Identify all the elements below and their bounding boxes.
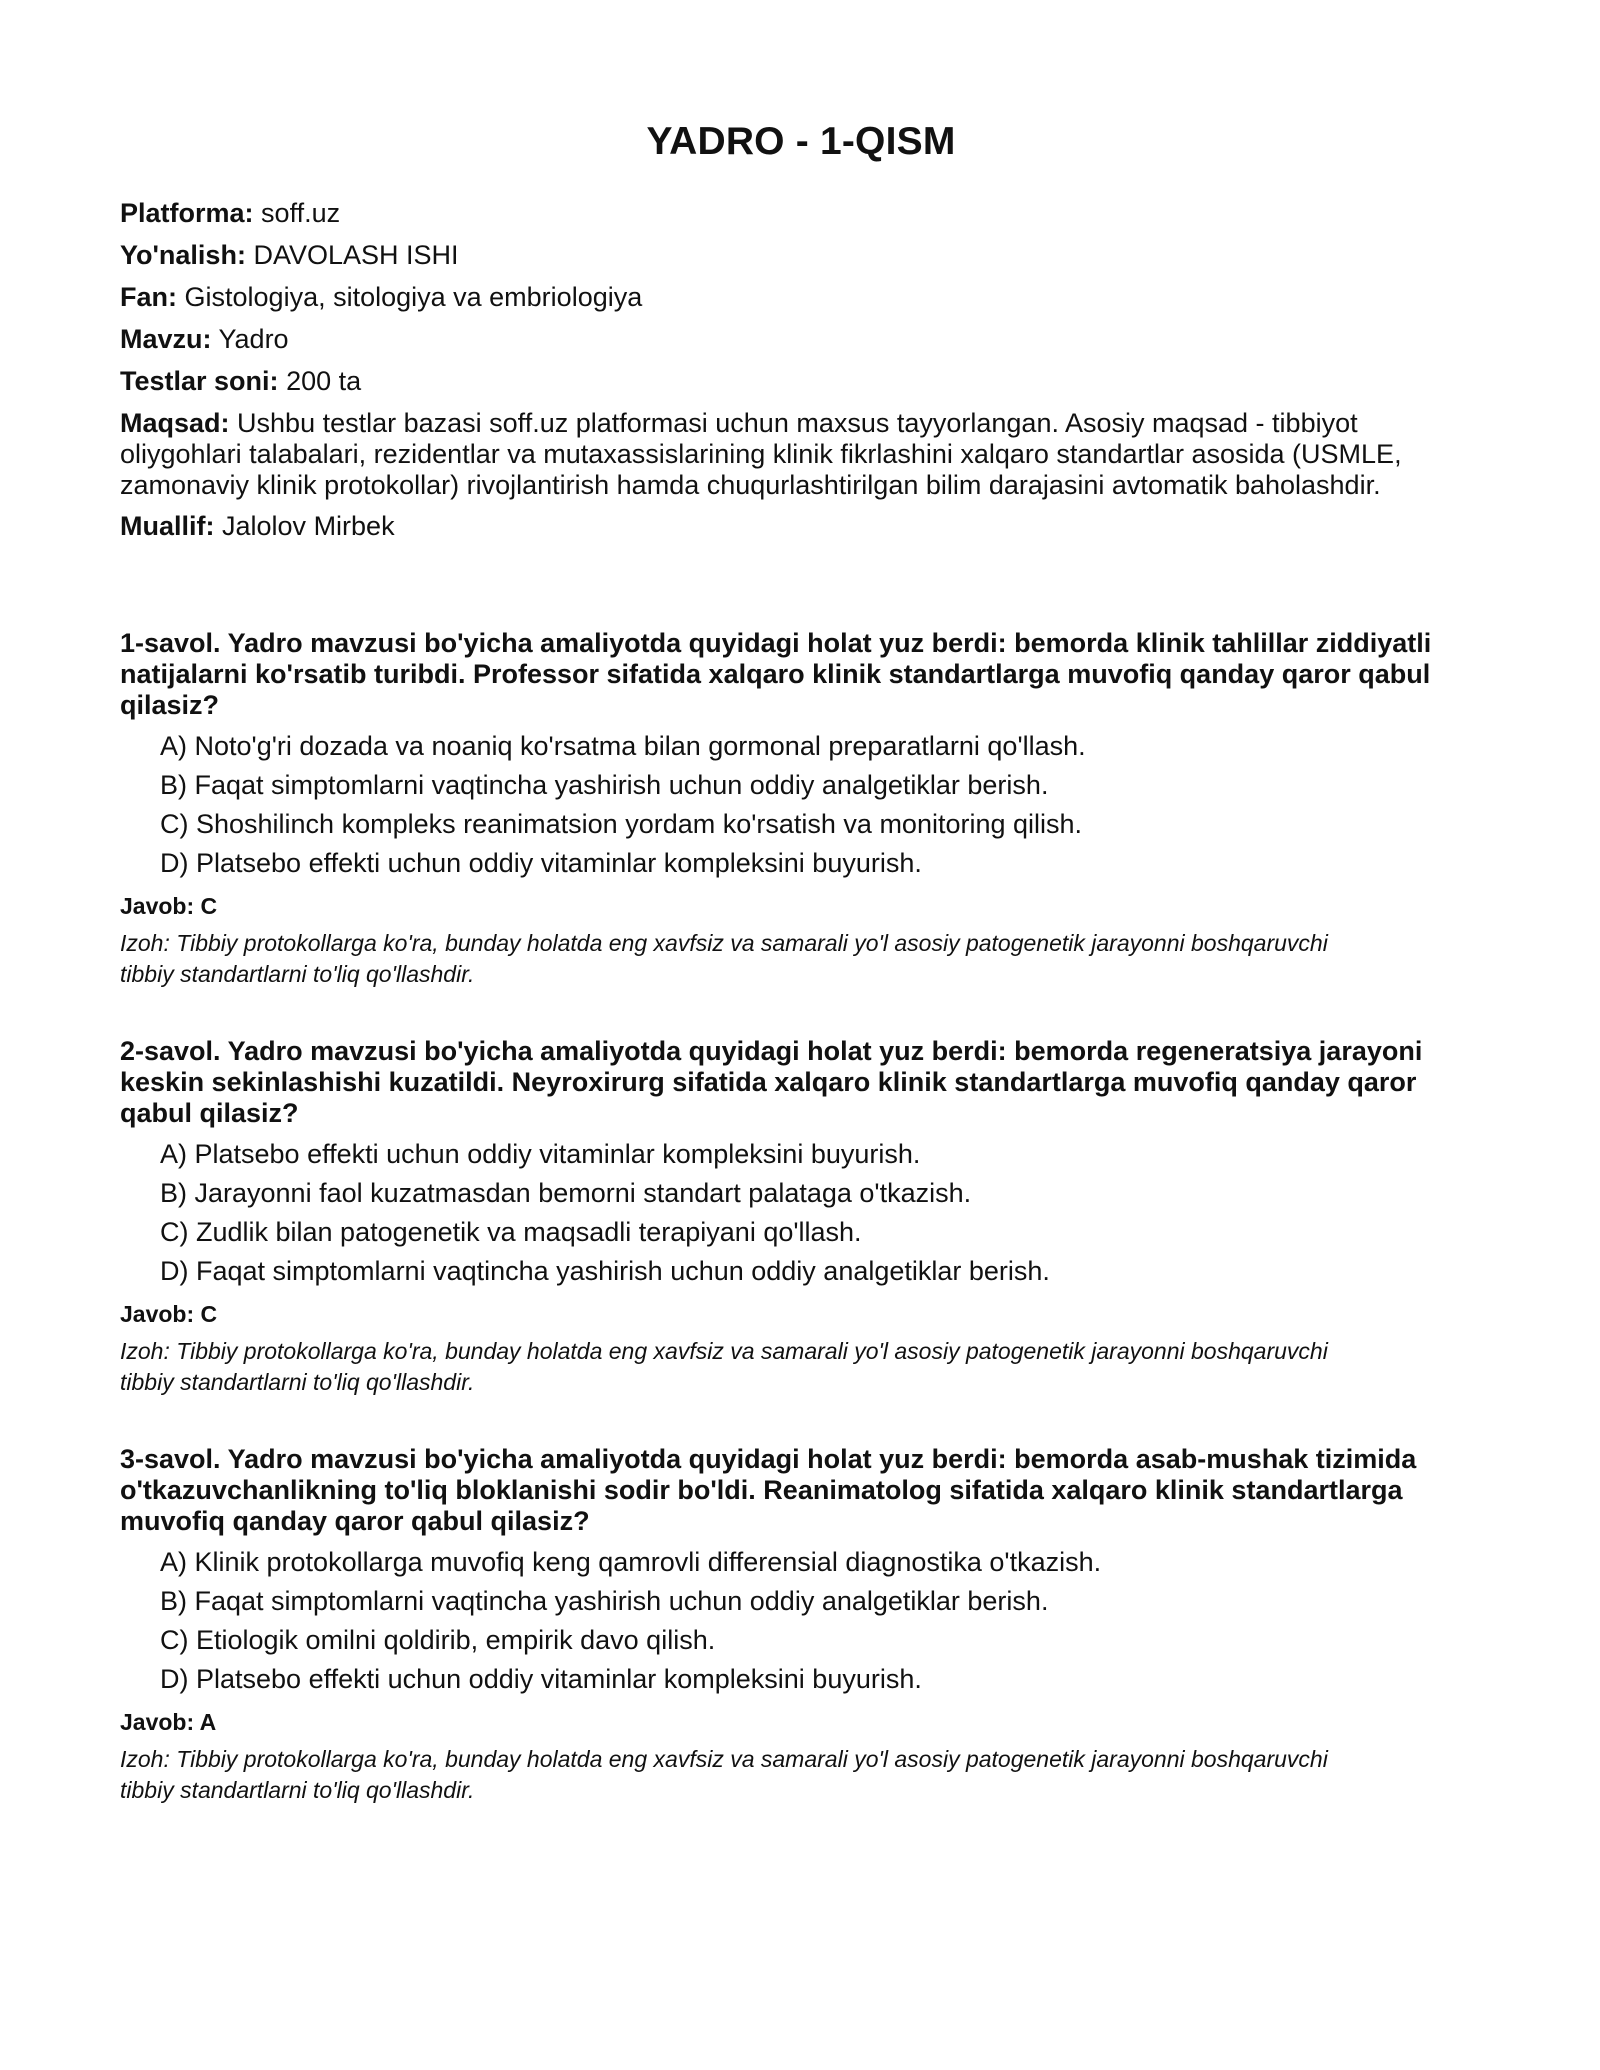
explanation: Izoh: Tibbiy protokollarga ko'ra, bunday holatda eng xavfsiz va samarali yo'l asosiy patogenetik jarayonni boshqaruvchi tibbiy standartlarni to'liq qo'llashdir. — [120, 1338, 1328, 1395]
meta-value: Gistologiya, sitologiya va embriologiya — [184, 282, 643, 312]
question-3 — [120, 1444, 1482, 1806]
question-text: 3-savol. Yadro mavzusi bo'yicha amaliyotda quyidagi holat yuz berdi: bemorda asab-mushak tizimida o'tkazuvchanlikning to'liq bloklanishi sodir bo'ldi. Reanimatolog sifatida xalqaro klinik standartlarga muvofiq qanday qaror qabul qilasiz? — [120, 1444, 1417, 1536]
question-text: 1-savol. Yadro mavzusi bo'yicha amaliyotda quyidagi holat yuz berdi: bemorda klinik tahlillar ziddiyatli natijalarni ko'rsatib turibdi. Professor sifatida xalqaro klinik standartlarga muvofiq qanday qaror qabul qilasiz? — [120, 628, 1432, 720]
option-c: C) Zudlik bilan patogenetik va maqsadli terapiyani qo'llash. — [160, 1217, 862, 1247]
meta-test-count — [120, 366, 1482, 397]
meta-value: soff.uz — [261, 198, 341, 228]
meta-label: Maqsad: — [120, 408, 230, 438]
question-2 — [120, 1036, 1482, 1398]
metadata-block — [120, 198, 1482, 542]
meta-label: Testlar soni: — [120, 366, 279, 396]
option-a: A) Klinik protokollarga muvofiq keng qamrovli differensial diagnostika o'tkazish. — [160, 1547, 1102, 1577]
option-c: C) Shoshilinch kompleks reanimatsion yordam ko'rsatish va monitoring qilish. — [160, 809, 1083, 839]
meta-label: Mavzu: — [120, 324, 212, 354]
question-text: 2-savol. Yadro mavzusi bo'yicha amaliyotda quyidagi holat yuz berdi: bemorda regeneratsiya jarayoni keskin sekinlashishi kuzatildi. Neyroxirurg sifatida xalqaro klinik standartlarga muvofiq qanday qaror qabul qilasiz? — [120, 1036, 1423, 1128]
option-a: A) Noto'g'ri dozada va noaniq ko'rsatma bilan gormonal preparatlarni qo'llash. — [160, 731, 1086, 761]
explanation: Izoh: Tibbiy protokollarga ko'ra, bunday holatda eng xavfsiz va samarali yo'l asosiy patogenetik jarayonni boshqaruvchi tibbiy standartlarni to'liq qo'llashdir. — [120, 930, 1328, 987]
option-d: D) Platsebo effekti uchun oddiy vitaminlar kompleksini buyurish. — [160, 848, 922, 878]
meta-subject — [120, 282, 1482, 313]
option-b: B) Faqat simptomlarni vaqtincha yashirish uchun oddiy analgetiklar berish. — [160, 770, 1049, 800]
answer-key: Javob: C — [120, 893, 218, 919]
option-b: B) Jarayonni faol kuzatmasdan bemorni standart palataga o'tkazish. — [160, 1178, 972, 1208]
option-d: D) Faqat simptomlarni vaqtincha yashirish uchun oddiy analgetiklar berish. — [160, 1256, 1050, 1286]
answer-options — [120, 731, 1482, 879]
meta-direction — [120, 240, 1482, 271]
meta-value: Ushbu testlar bazasi soff.uz platformasi uchun maxsus tayyorlangan. Asosiy maqsad - tibbiyot oliygohlari talabalari, rezidentlar va mutaxassislarining klinik fikrlashini xalqaro standartlar asosida (USMLE, zamonaviy klinik protokollar) rivojlantirish hamda chuqurlashtirilgan bilim darajasini avtomatik baholashdir. — [120, 408, 1402, 500]
questions-list — [120, 628, 1482, 1806]
meta-value: Yadro — [218, 324, 289, 354]
answer-key: Javob: C — [120, 1301, 218, 1327]
answer-options — [120, 1547, 1482, 1695]
meta-topic — [120, 324, 1482, 355]
meta-value: 200 ta — [286, 366, 362, 396]
meta-label: Fan: — [120, 282, 177, 312]
document-title: YADRO - 1-QISM — [646, 120, 956, 163]
option-a: A) Platsebo effekti uchun oddiy vitaminlar kompleksini buyurish. — [160, 1139, 921, 1169]
question-1 — [120, 628, 1482, 990]
meta-label: Platforma: — [120, 198, 254, 228]
meta-author — [120, 511, 1482, 542]
meta-label: Muallif: — [120, 511, 215, 541]
option-b: B) Faqat simptomlarni vaqtincha yashirish uchun oddiy analgetiklar berish. — [160, 1586, 1049, 1616]
meta-value: DAVOLASH ISHI — [253, 240, 459, 270]
explanation: Izoh: Tibbiy protokollarga ko'ra, bunday holatda eng xavfsiz va samarali yo'l asosiy patogenetik jarayonni boshqaruvchi tibbiy standartlarni to'liq qo'llashdir. — [120, 1746, 1328, 1803]
option-c: C) Etiologik omilni qoldirib, empirik davo qilish. — [160, 1625, 716, 1655]
meta-platform — [120, 198, 1482, 229]
meta-value: Jalolov Mirbek — [222, 511, 395, 541]
meta-label: Yo'nalish: — [120, 240, 246, 270]
answer-key: Javob: A — [120, 1709, 217, 1735]
meta-purpose — [120, 408, 1482, 501]
option-d: D) Platsebo effekti uchun oddiy vitaminlar kompleksini buyurish. — [160, 1664, 922, 1694]
answer-options — [120, 1139, 1482, 1287]
